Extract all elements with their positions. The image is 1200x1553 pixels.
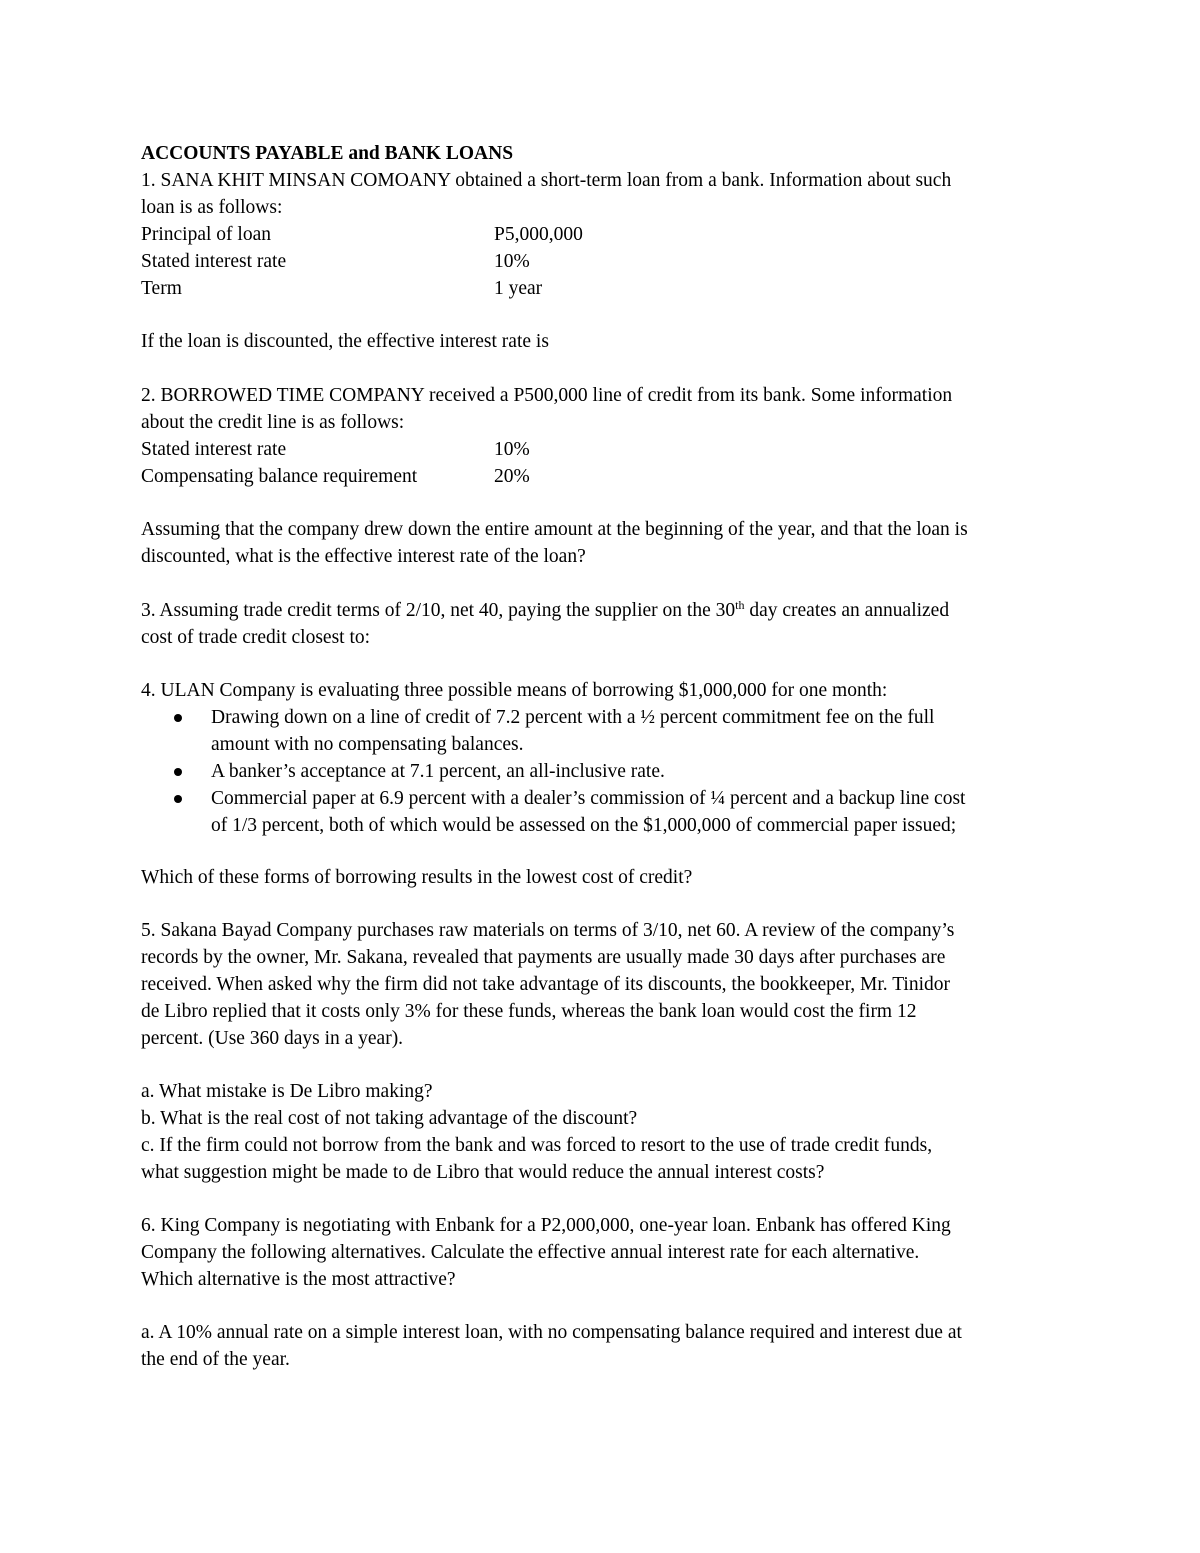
section-title-block	[141, 140, 1071, 167]
q2-row-value: 10%	[494, 439, 530, 460]
q1-row-label: Stated interest rate	[141, 251, 287, 272]
q5-sub-a: a. What mistake is De Libro making?	[141, 1081, 433, 1102]
q3-line-1	[141, 597, 1071, 624]
q1-intro-line-2: loan is as follows:	[141, 197, 283, 218]
q5-sub-c-line-2: what suggestion might be made to de Libro that would reduce the annual interest costs?	[141, 1162, 825, 1183]
q1-row-value: 10%	[494, 251, 530, 272]
q1-row-label: Principal of loan	[141, 224, 271, 245]
question-6-alternative-a	[141, 1319, 1071, 1373]
q5-line-2: records by the owner, Mr. Sakana, revealed that payments are usually made 30 days after purchases are	[141, 947, 946, 968]
document-title: ACCOUNTS PAYABLE and BANK LOANS	[141, 143, 514, 164]
q1-row-rate	[141, 248, 1071, 275]
question-3	[141, 597, 1071, 651]
q4-bullet-2-line-1: A banker’s acceptance at 7.1 percent, an all-inclusive rate.	[211, 761, 665, 782]
q4-bullet-item	[141, 704, 1071, 758]
q2-row-rate	[141, 436, 1071, 463]
bullet-dot-icon	[174, 714, 182, 722]
q4-intro: 4. ULAN Company is evaluating three possible means of borrowing $1,000,000 for one month:	[141, 680, 888, 701]
q5-line-1: 5. Sakana Bayad Company purchases raw materials on terms of 3/10, net 60. A review of the company’s	[141, 920, 955, 941]
q4-question: Which of these forms of borrowing results in the lowest cost of credit?	[141, 867, 693, 888]
q1-row-term	[141, 275, 1071, 302]
q3-superscript: th	[735, 598, 745, 612]
q6-line-1: 6. King Company is negotiating with Enbank for a P2,000,000, one-year loan. Enbank has offered King	[141, 1215, 951, 1236]
q5-line-4: de Libro replied that it costs only 3% for these funds, whereas the bank loan would cost the firm 12	[141, 1001, 917, 1022]
question-6	[141, 1212, 1071, 1293]
q6-line-2: Company the following alternatives. Calculate the effective annual interest rate for each alternative.	[141, 1242, 920, 1263]
bullet-dot-icon	[174, 795, 182, 803]
q6-line-3: Which alternative is the most attractive?	[141, 1269, 456, 1290]
q3-line-2: cost of trade credit closest to:	[141, 627, 371, 648]
q1-intro-line-1: 1. SANA KHIT MINSAN COMOANY obtained a short-term loan from a bank. Information about such	[141, 170, 952, 191]
q5-sub-b: b. What is the real cost of not taking advantage of the discount?	[141, 1108, 638, 1129]
question-4	[141, 677, 1071, 839]
q5-line-3: received. When asked why the firm did not take advantage of its discounts, the bookkeeper, Mr. Tinidor	[141, 974, 951, 995]
q2-row-compensating	[141, 463, 1071, 490]
q1-row-value: P5,000,000	[494, 224, 583, 245]
q4-bullet-item	[141, 758, 1071, 785]
q2-row-label: Compensating balance requirement	[141, 466, 418, 487]
question-2	[141, 382, 1071, 490]
q5-line-5: percent. (Use 360 days in a year).	[141, 1028, 404, 1049]
q5-sub-c-line-1: c. If the firm could not borrow from the bank and was forced to resort to the use of trade credit funds,	[141, 1135, 933, 1156]
q4-bullet-3-line-1: Commercial paper at 6.9 percent with a dealer’s commission of ¼ percent and a backup line cost	[211, 788, 966, 809]
q4-bullet-item	[141, 785, 1071, 839]
q6-a-line-2: the end of the year.	[141, 1349, 290, 1370]
q2-intro-line-1: 2. BORROWED TIME COMPANY received a P500,000 line of credit from its bank. Some information	[141, 385, 953, 406]
q1-row-value: 1 year	[494, 278, 543, 299]
q4-bullet-3-line-2: of 1/3 percent, both of which would be assessed on the $1,000,000 of commercial paper issued;	[211, 815, 957, 836]
q2-question-line-1: Assuming that the company drew down the entire amount at the beginning of the year, and that the loan is	[141, 519, 968, 540]
q2-question-line-2: discounted, what is the effective interest rate of the loan?	[141, 546, 586, 567]
q2-row-label: Stated interest rate	[141, 439, 287, 460]
question-5	[141, 917, 1071, 1052]
q1-row-principal	[141, 221, 1071, 248]
question-2-prompt	[141, 516, 1071, 570]
q3-line-1-text: 3. Assuming trade credit terms of 2/10, net 40, paying the supplier on the 30	[141, 600, 736, 621]
q4-bullet-1-line-2: amount with no compensating balances.	[211, 734, 524, 755]
q2-row-value: 20%	[494, 466, 530, 487]
bullet-dot-icon	[174, 768, 182, 776]
question-5-subparts	[141, 1078, 1071, 1186]
question-4-prompt	[141, 864, 1071, 891]
q4-bullet-list	[141, 704, 1071, 839]
q2-intro-line-2: about the credit line is as follows:	[141, 412, 405, 433]
q6-a-line-1: a. A 10% annual rate on a simple interest loan, with no compensating balance required and interest due at	[141, 1322, 962, 1343]
question-1-prompt	[141, 328, 1071, 355]
q1-question: If the loan is discounted, the effective interest rate is	[141, 331, 549, 352]
q3-line-1-rest: day creates an annualized	[744, 600, 950, 621]
q4-bullet-1-line-1: Drawing down on a line of credit of 7.2 percent with a ½ percent commitment fee on the full	[211, 707, 935, 728]
q1-row-label: Term	[141, 278, 182, 299]
question-1	[141, 167, 1071, 302]
